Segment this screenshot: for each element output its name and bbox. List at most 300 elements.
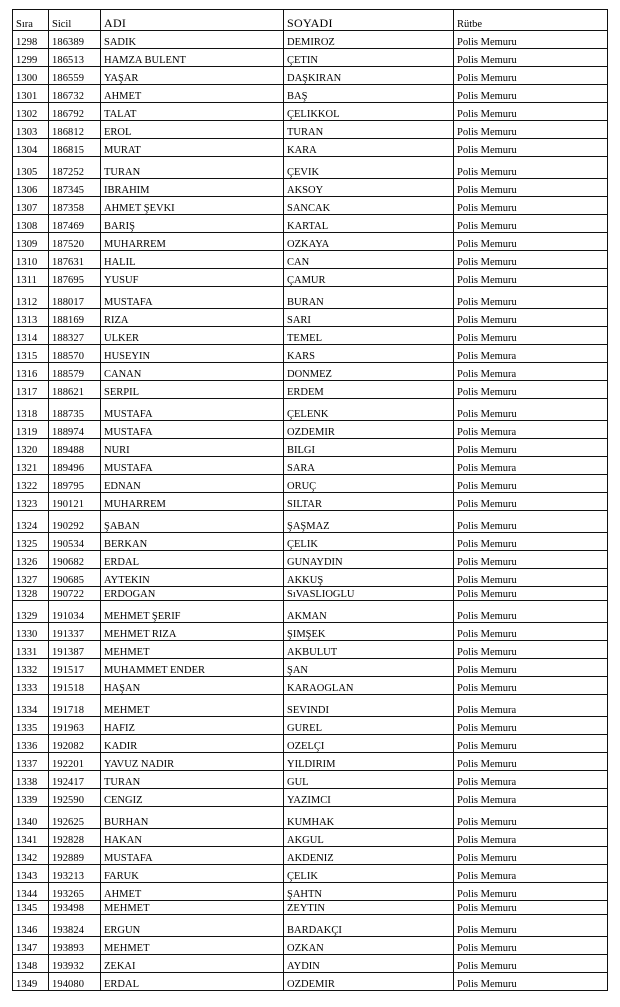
cell-sira: 1345 xyxy=(13,901,49,915)
cell-adi: ERDOGAN xyxy=(101,587,284,601)
table-body xyxy=(13,31,608,991)
cell-soyadi: OZDEMIR xyxy=(284,973,454,991)
table-row xyxy=(13,623,608,641)
table-row xyxy=(13,287,608,309)
table-row xyxy=(13,31,608,49)
table-row xyxy=(13,269,608,287)
cell-sicil: 188621 xyxy=(49,381,101,399)
cell-soyadi: DAŞKIRAN xyxy=(284,67,454,85)
cell-adi: CENGIZ xyxy=(101,789,284,807)
table-row xyxy=(13,345,608,363)
cell-sira: 1307 xyxy=(13,197,49,215)
cell-sicil: 186513 xyxy=(49,49,101,67)
table-row xyxy=(13,309,608,327)
cell-rutbe: Polis Memuru xyxy=(454,233,608,251)
table-row xyxy=(13,457,608,475)
personnel-records-table xyxy=(12,9,608,991)
cell-rutbe: Polis Memuru xyxy=(454,67,608,85)
cell-sira: 1326 xyxy=(13,551,49,569)
cell-sira: 1327 xyxy=(13,569,49,587)
cell-rutbe: Polis Memuru xyxy=(454,753,608,771)
table-row xyxy=(13,49,608,67)
table-row xyxy=(13,533,608,551)
cell-soyadi: AKSOY xyxy=(284,179,454,197)
cell-sicil: 188169 xyxy=(49,309,101,327)
cell-sicil: 187520 xyxy=(49,233,101,251)
cell-sicil: 194080 xyxy=(49,973,101,991)
cell-sicil: 191387 xyxy=(49,641,101,659)
table-row xyxy=(13,493,608,511)
cell-adi: AHMET xyxy=(101,85,284,103)
cell-sira: 1299 xyxy=(13,49,49,67)
cell-soyadi: YAZIMCI xyxy=(284,789,454,807)
cell-soyadi: ÇETIN xyxy=(284,49,454,67)
cell-soyadi: AKMAN xyxy=(284,601,454,623)
cell-sicil: 191963 xyxy=(49,717,101,735)
cell-adi: MUSTAFA xyxy=(101,457,284,475)
cell-sira: 1317 xyxy=(13,381,49,399)
cell-rutbe: Polis Memuru xyxy=(454,31,608,49)
cell-sira: 1310 xyxy=(13,251,49,269)
cell-rutbe: Polis Memuru xyxy=(454,973,608,991)
cell-rutbe: Polis Memuru xyxy=(454,327,608,345)
cell-sicil: 191337 xyxy=(49,623,101,641)
cell-rutbe: Polis Memuru xyxy=(454,439,608,457)
cell-adi: YAŞAR xyxy=(101,67,284,85)
cell-adi: TALAT xyxy=(101,103,284,121)
cell-adi: NURI xyxy=(101,439,284,457)
cell-sira: 1346 xyxy=(13,915,49,937)
cell-sicil: 190121 xyxy=(49,493,101,511)
cell-rutbe: Polis Memuru xyxy=(454,807,608,829)
cell-sicil: 192625 xyxy=(49,807,101,829)
cell-adi: ZEKAI xyxy=(101,955,284,973)
cell-adi: MEHMET xyxy=(101,901,284,915)
cell-soyadi: SEVINDI xyxy=(284,695,454,717)
cell-adi: MUSTAFA xyxy=(101,847,284,865)
cell-rutbe: Polis Memuru xyxy=(454,49,608,67)
cell-sira: 1315 xyxy=(13,345,49,363)
cell-sicil: 192828 xyxy=(49,829,101,847)
table-row xyxy=(13,551,608,569)
cell-sicil: 187345 xyxy=(49,179,101,197)
cell-sicil: 187252 xyxy=(49,157,101,179)
cell-rutbe: Polis Memura xyxy=(454,695,608,717)
cell-rutbe: Polis Memuru xyxy=(454,179,608,197)
table-row xyxy=(13,475,608,493)
cell-adi: MUHARREM xyxy=(101,233,284,251)
cell-rutbe: Polis Memuru xyxy=(454,659,608,677)
table-row xyxy=(13,695,608,717)
column-header-sicil: Sicil xyxy=(49,10,101,31)
cell-sicil: 188570 xyxy=(49,345,101,363)
cell-rutbe: Polis Memura xyxy=(454,865,608,883)
cell-sira: 1306 xyxy=(13,179,49,197)
cell-sira: 1344 xyxy=(13,883,49,901)
cell-rutbe: Polis Memuru xyxy=(454,735,608,753)
cell-soyadi: BURAN xyxy=(284,287,454,309)
cell-soyadi: ŞIMŞEK xyxy=(284,623,454,641)
cell-rutbe: Polis Memuru xyxy=(454,717,608,735)
cell-sicil: 188974 xyxy=(49,421,101,439)
cell-soyadi: KUMHAK xyxy=(284,807,454,829)
cell-rutbe: Polis Memuru xyxy=(454,641,608,659)
cell-soyadi: OZKAYA xyxy=(284,233,454,251)
cell-soyadi: GUREL xyxy=(284,717,454,735)
cell-sicil: 188735 xyxy=(49,399,101,421)
cell-sicil: 192889 xyxy=(49,847,101,865)
table-row xyxy=(13,587,608,601)
column-header-soyadi: SOYADI xyxy=(284,10,454,31)
cell-adi: MEHMET xyxy=(101,695,284,717)
table-row xyxy=(13,439,608,457)
cell-sicil: 193932 xyxy=(49,955,101,973)
table-row xyxy=(13,381,608,399)
table-row xyxy=(13,363,608,381)
cell-adi: MURAT xyxy=(101,139,284,157)
cell-sira: 1322 xyxy=(13,475,49,493)
cell-rutbe: Polis Memuru xyxy=(454,251,608,269)
cell-sira: 1333 xyxy=(13,677,49,695)
cell-adi: MUSTAFA xyxy=(101,287,284,309)
cell-soyadi: ÇELIKKOL xyxy=(284,103,454,121)
cell-adi: ERDAL xyxy=(101,973,284,991)
cell-adi: MEHMET RIZA xyxy=(101,623,284,641)
cell-rutbe: Polis Memuru xyxy=(454,623,608,641)
table-row xyxy=(13,753,608,771)
table-row xyxy=(13,915,608,937)
cell-sicil: 191718 xyxy=(49,695,101,717)
cell-rutbe: Polis Memuru xyxy=(454,847,608,865)
table-header-row xyxy=(13,10,608,31)
cell-sira: 1324 xyxy=(13,511,49,533)
cell-adi: ULKER xyxy=(101,327,284,345)
table-row xyxy=(13,847,608,865)
cell-soyadi: SıVASLIOGLU xyxy=(284,587,454,601)
cell-rutbe: Polis Memuru xyxy=(454,139,608,157)
cell-soyadi: OZDEMIR xyxy=(284,421,454,439)
cell-sicil: 190682 xyxy=(49,551,101,569)
cell-sira: 1330 xyxy=(13,623,49,641)
cell-sira: 1349 xyxy=(13,973,49,991)
table-row xyxy=(13,829,608,847)
cell-rutbe: Polis Memuru xyxy=(454,915,608,937)
cell-rutbe: Polis Memuru xyxy=(454,937,608,955)
cell-adi: MUSTAFA xyxy=(101,399,284,421)
cell-rutbe: Polis Memura xyxy=(454,421,608,439)
cell-sicil: 187631 xyxy=(49,251,101,269)
cell-adi: YAVUZ NADIR xyxy=(101,753,284,771)
cell-rutbe: Polis Memuru xyxy=(454,309,608,327)
cell-rutbe: Polis Memuru xyxy=(454,287,608,309)
cell-sira: 1336 xyxy=(13,735,49,753)
cell-sicil: 186732 xyxy=(49,85,101,103)
table-row xyxy=(13,937,608,955)
cell-rutbe: Polis Memura xyxy=(454,457,608,475)
cell-adi: BURHAN xyxy=(101,807,284,829)
cell-sira: 1341 xyxy=(13,829,49,847)
cell-sira: 1305 xyxy=(13,157,49,179)
cell-soyadi: DONMEZ xyxy=(284,363,454,381)
cell-sicil: 192590 xyxy=(49,789,101,807)
cell-sicil: 192082 xyxy=(49,735,101,753)
table-row xyxy=(13,955,608,973)
table-row xyxy=(13,85,608,103)
table-row xyxy=(13,157,608,179)
table-row xyxy=(13,901,608,915)
cell-soyadi: AKKUŞ xyxy=(284,569,454,587)
cell-rutbe: Polis Memuru xyxy=(454,197,608,215)
cell-rutbe: Polis Memuru xyxy=(454,955,608,973)
cell-soyadi: KARS xyxy=(284,345,454,363)
cell-adi: EROL xyxy=(101,121,284,139)
cell-adi: KADIR xyxy=(101,735,284,753)
cell-rutbe: Polis Memuru xyxy=(454,493,608,511)
cell-rutbe: Polis Memuru xyxy=(454,601,608,623)
cell-soyadi: KARTAL xyxy=(284,215,454,233)
cell-rutbe: Polis Memura xyxy=(454,789,608,807)
cell-sicil: 186812 xyxy=(49,121,101,139)
cell-sira: 1332 xyxy=(13,659,49,677)
cell-adi: EDNAN xyxy=(101,475,284,493)
cell-adi: MEHMET ŞERIF xyxy=(101,601,284,623)
cell-sira: 1325 xyxy=(13,533,49,551)
cell-adi: ERGUN xyxy=(101,915,284,937)
cell-rutbe: Polis Memuru xyxy=(454,511,608,533)
cell-soyadi: GUL xyxy=(284,771,454,789)
cell-sicil: 190534 xyxy=(49,533,101,551)
cell-rutbe: Polis Memura xyxy=(454,771,608,789)
cell-soyadi: YILDIRIM xyxy=(284,753,454,771)
cell-rutbe: Polis Memuru xyxy=(454,677,608,695)
cell-adi: AYTEKIN xyxy=(101,569,284,587)
cell-sira: 1298 xyxy=(13,31,49,49)
cell-adi: AHMET xyxy=(101,883,284,901)
cell-rutbe: Polis Memura xyxy=(454,345,608,363)
cell-sira: 1342 xyxy=(13,847,49,865)
cell-sira: 1335 xyxy=(13,717,49,735)
cell-adi: BERKAN xyxy=(101,533,284,551)
cell-sicil: 186792 xyxy=(49,103,101,121)
table-row xyxy=(13,121,608,139)
table-row xyxy=(13,67,608,85)
cell-sicil: 190292 xyxy=(49,511,101,533)
cell-adi: MEHMET xyxy=(101,937,284,955)
cell-soyadi: DEMIROZ xyxy=(284,31,454,49)
cell-soyadi: BILGI xyxy=(284,439,454,457)
column-header-rutbe: Rütbe xyxy=(454,10,608,31)
cell-sicil: 191517 xyxy=(49,659,101,677)
cell-adi: SERPIL xyxy=(101,381,284,399)
table-row xyxy=(13,233,608,251)
cell-sira: 1320 xyxy=(13,439,49,457)
cell-soyadi: AYDIN xyxy=(284,955,454,973)
cell-adi: HAKAN xyxy=(101,829,284,847)
cell-sicil: 189795 xyxy=(49,475,101,493)
cell-sira: 1347 xyxy=(13,937,49,955)
cell-rutbe: Polis Memuru xyxy=(454,901,608,915)
cell-sicil: 188327 xyxy=(49,327,101,345)
table-row xyxy=(13,215,608,233)
cell-rutbe: Polis Memura xyxy=(454,363,608,381)
cell-soyadi: AKBULUT xyxy=(284,641,454,659)
cell-adi: YUSUF xyxy=(101,269,284,287)
cell-soyadi: BAŞ xyxy=(284,85,454,103)
table-row xyxy=(13,179,608,197)
cell-sira: 1343 xyxy=(13,865,49,883)
cell-adi: HAŞAN xyxy=(101,677,284,695)
cell-sicil: 193498 xyxy=(49,901,101,915)
cell-sira: 1303 xyxy=(13,121,49,139)
table-row xyxy=(13,735,608,753)
cell-soyadi: KARA xyxy=(284,139,454,157)
cell-sira: 1338 xyxy=(13,771,49,789)
cell-adi: CANAN xyxy=(101,363,284,381)
column-header-adi: ADI xyxy=(101,10,284,31)
cell-sira: 1323 xyxy=(13,493,49,511)
table-row xyxy=(13,641,608,659)
cell-rutbe: Polis Memuru xyxy=(454,381,608,399)
table-row xyxy=(13,511,608,533)
cell-sira: 1319 xyxy=(13,421,49,439)
table-row xyxy=(13,251,608,269)
table-row xyxy=(13,677,608,695)
cell-soyadi: ÇAMUR xyxy=(284,269,454,287)
cell-sira: 1331 xyxy=(13,641,49,659)
cell-adi: ŞABAN xyxy=(101,511,284,533)
cell-adi: BARIŞ xyxy=(101,215,284,233)
cell-sira: 1329 xyxy=(13,601,49,623)
cell-sicil: 188579 xyxy=(49,363,101,381)
table-row xyxy=(13,789,608,807)
cell-rutbe: Polis Memuru xyxy=(454,533,608,551)
cell-rutbe: Polis Memuru xyxy=(454,157,608,179)
cell-sira: 1301 xyxy=(13,85,49,103)
cell-sicil: 190722 xyxy=(49,587,101,601)
cell-sicil: 190685 xyxy=(49,569,101,587)
cell-adi: HALIL xyxy=(101,251,284,269)
cell-sicil: 191518 xyxy=(49,677,101,695)
cell-soyadi: ŞAHTN xyxy=(284,883,454,901)
cell-sicil: 193824 xyxy=(49,915,101,937)
cell-soyadi: TURAN xyxy=(284,121,454,139)
cell-sicil: 187469 xyxy=(49,215,101,233)
cell-rutbe: Polis Memuru xyxy=(454,551,608,569)
cell-soyadi: AKGUL xyxy=(284,829,454,847)
cell-soyadi: ORUÇ xyxy=(284,475,454,493)
cell-sicil: 186559 xyxy=(49,67,101,85)
cell-sicil: 187358 xyxy=(49,197,101,215)
cell-adi: TURAN xyxy=(101,771,284,789)
cell-sicil: 192417 xyxy=(49,771,101,789)
table-row xyxy=(13,601,608,623)
table-row xyxy=(13,659,608,677)
cell-adi: SADIK xyxy=(101,31,284,49)
column-header-sira: Sıra xyxy=(13,10,49,31)
cell-sicil: 189496 xyxy=(49,457,101,475)
cell-soyadi: BARDAKÇI xyxy=(284,915,454,937)
cell-soyadi: ŞAN xyxy=(284,659,454,677)
table-row xyxy=(13,399,608,421)
cell-sira: 1308 xyxy=(13,215,49,233)
cell-rutbe: Polis Memuru xyxy=(454,269,608,287)
table-row xyxy=(13,807,608,829)
cell-soyadi: SARI xyxy=(284,309,454,327)
cell-adi: TURAN xyxy=(101,157,284,179)
table-row xyxy=(13,883,608,901)
cell-adi: MUHAMMET ENDER xyxy=(101,659,284,677)
cell-adi: MUHARREM xyxy=(101,493,284,511)
cell-soyadi: ÇEVIK xyxy=(284,157,454,179)
cell-rutbe: Polis Memura xyxy=(454,829,608,847)
cell-sira: 1316 xyxy=(13,363,49,381)
cell-soyadi: OZKAN xyxy=(284,937,454,955)
cell-sicil: 187695 xyxy=(49,269,101,287)
cell-rutbe: Polis Memuru xyxy=(454,215,608,233)
cell-sicil: 186815 xyxy=(49,139,101,157)
cell-rutbe: Polis Memuru xyxy=(454,121,608,139)
cell-sira: 1302 xyxy=(13,103,49,121)
cell-sicil: 191034 xyxy=(49,601,101,623)
cell-soyadi: SARA xyxy=(284,457,454,475)
table-row xyxy=(13,139,608,157)
cell-rutbe: Polis Memuru xyxy=(454,475,608,493)
cell-sira: 1304 xyxy=(13,139,49,157)
cell-sira: 1339 xyxy=(13,789,49,807)
table-row xyxy=(13,327,608,345)
cell-soyadi: ZEYTIN xyxy=(284,901,454,915)
cell-rutbe: Polis Memuru xyxy=(454,587,608,601)
cell-adi: IBRAHIM xyxy=(101,179,284,197)
cell-soyadi: SANCAK xyxy=(284,197,454,215)
cell-soyadi: CAN xyxy=(284,251,454,269)
table-row xyxy=(13,103,608,121)
cell-rutbe: Polis Memuru xyxy=(454,569,608,587)
table-row xyxy=(13,973,608,991)
cell-soyadi: ÇELIK xyxy=(284,533,454,551)
table-row xyxy=(13,197,608,215)
cell-adi: MEHMET xyxy=(101,641,284,659)
cell-soyadi: KARAOGLAN xyxy=(284,677,454,695)
cell-adi: ERDAL xyxy=(101,551,284,569)
cell-soyadi: TEMEL xyxy=(284,327,454,345)
cell-sicil: 193265 xyxy=(49,883,101,901)
cell-soyadi: AKDENIZ xyxy=(284,847,454,865)
cell-soyadi: GUNAYDIN xyxy=(284,551,454,569)
cell-sira: 1300 xyxy=(13,67,49,85)
cell-sicil: 192201 xyxy=(49,753,101,771)
table-row xyxy=(13,569,608,587)
cell-adi: HUSEYIN xyxy=(101,345,284,363)
cell-sicil: 186389 xyxy=(49,31,101,49)
cell-sicil: 189488 xyxy=(49,439,101,457)
cell-sira: 1313 xyxy=(13,309,49,327)
cell-sira: 1337 xyxy=(13,753,49,771)
cell-sira: 1340 xyxy=(13,807,49,829)
cell-sira: 1312 xyxy=(13,287,49,309)
cell-sira: 1309 xyxy=(13,233,49,251)
cell-soyadi: OZELÇI xyxy=(284,735,454,753)
cell-soyadi: ÇELIK xyxy=(284,865,454,883)
cell-sira: 1314 xyxy=(13,327,49,345)
cell-adi: HAFIZ xyxy=(101,717,284,735)
cell-rutbe: Polis Memuru xyxy=(454,103,608,121)
cell-sira: 1318 xyxy=(13,399,49,421)
table-row xyxy=(13,771,608,789)
cell-adi: MUSTAFA xyxy=(101,421,284,439)
cell-rutbe: Polis Memuru xyxy=(454,883,608,901)
cell-sicil: 193213 xyxy=(49,865,101,883)
